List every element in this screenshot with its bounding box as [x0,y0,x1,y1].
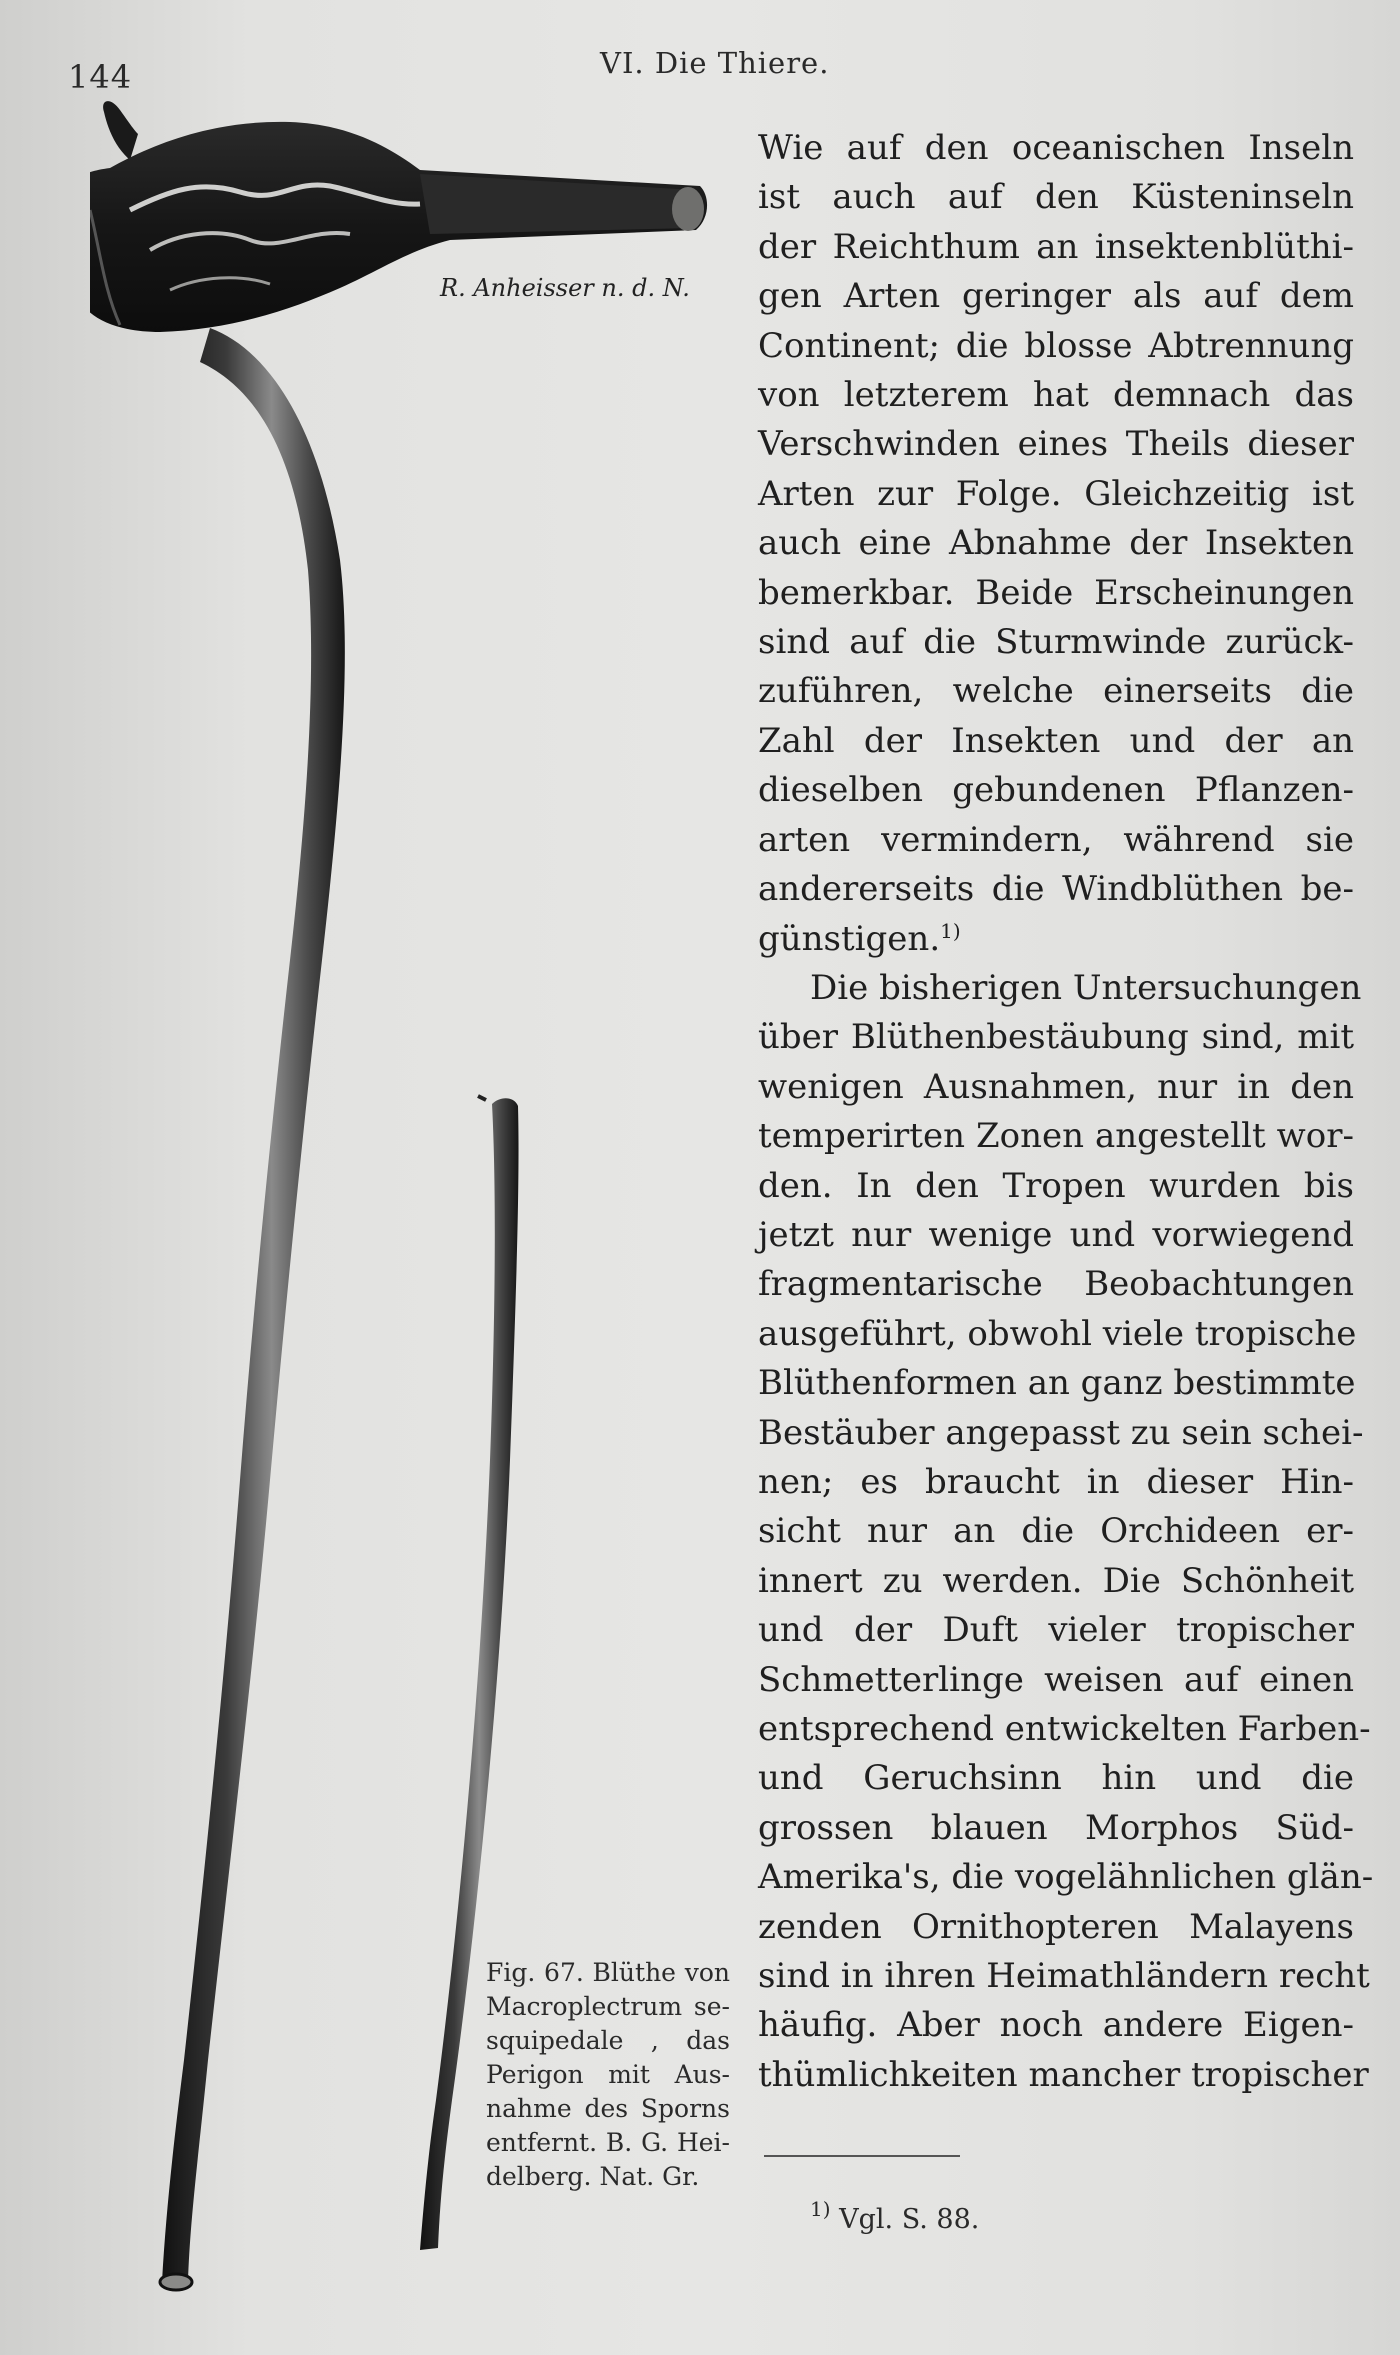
artist-signature: R. Anheisser n. d. N. [440,274,690,302]
running-head: VI. Die Thiere. [600,46,830,80]
text-line: häufig. Aber noch andere Eigen- [758,2005,1354,2046]
text-line: temperirten Zonen angestellt wor- [758,1116,1354,1157]
text-line: nen; es braucht in dieser Hin- [758,1461,1354,1502]
text-line: der Reichthum an insektenblüthi- [758,226,1354,267]
text-line: ausgeführt, obwohl viele tropische [758,1313,1357,1354]
text-line: fragmentarische Beobachtungen [758,1264,1354,1305]
text-line: den. In den Tropen wurden bis [758,1165,1354,1206]
spur-main [162,328,345,2282]
text-line: Zahl der Insekten und der an [758,720,1354,761]
footnote-rule [764,2155,960,2157]
text-line: Continent; die blosse Abtrennung [758,325,1354,366]
text-line-content: günstigen. [758,918,941,959]
caption-line: entfernt. B. G. Hei- [486,2128,730,2157]
text-line: andererseits die Windblüthen be- [758,869,1354,910]
footnote-text: Vgl. S. 88. [839,2204,980,2235]
text-line: auch eine Abnahme der Insekten [758,523,1354,564]
caption-line: Perigon mit Aus- [486,2060,730,2089]
text-line: von letzterem hat demnach das [758,375,1354,416]
text-line: gen Arten geringer als auf dem [758,276,1354,317]
text-line: sicht nur an die Orchideen er- [758,1511,1354,1552]
text-line: und Geruchsinn hin und die [758,1758,1354,1799]
text-line: sind in ihren Heimathländern recht [758,1956,1370,1997]
footnote-reference: 1) [940,918,961,943]
text-line: jetzt nur wenige und vorwiegend [758,1214,1354,1255]
text-line: zenden Ornithopteren Malayens [758,1906,1354,1947]
caption-line: Macroplectrum se- [486,1992,730,2021]
text-line: Schmetterlinge weisen auf einen [758,1659,1354,1700]
caption-line: squipedale , das [486,2026,730,2055]
caption-line: Fig. 67. Blüthe von [486,1958,730,1987]
text-line: zuführen, welche einerseits die [758,671,1354,712]
text-line: und der Duft vieler tropischer [758,1610,1354,1651]
text-line: arten vermindern, während sie [758,819,1354,860]
text-line: wenigen Ausnahmen, nur in den [758,1066,1354,1107]
text-line: bemerkbar. Beide Erscheinungen [758,572,1354,613]
text-line: Arten zur Folge. Gleichzeitig ist [758,473,1354,514]
text-line: entsprechend entwickelten Farben- [758,1709,1371,1749]
text-line: Blüthenformen an ganz bestimmte [758,1363,1356,1404]
text-line: Amerika's, die vogelähnlichen glän- [758,1857,1374,1898]
text-line: ist auch auf den Küsteninseln [758,177,1354,218]
text-line: Verschwinden eines Theils dieser [758,424,1354,465]
text-line: grossen blauen Morphos Süd- [758,1807,1354,1848]
text-line: sind auf die Sturmwinde zurück- [758,622,1354,663]
caption-line: delberg. Nat. Gr. [486,2162,700,2191]
text-line: Wie auf den oceanischen Inseln [758,128,1354,168]
caption-line: nahme des Sporns [486,2094,730,2123]
text-line: Bestäuber angepasst zu sein schei- [758,1412,1364,1453]
page-number: 144 [68,58,133,96]
text-line: über Blüthenbestäubung sind, mit [758,1017,1354,1058]
figure-caption [486,1956,730,2194]
footnote [810,2197,980,2235]
text-line [758,915,1354,964]
body-text [758,124,1374,2100]
footnote-marker: 1) [810,2197,831,2221]
text-line: innert zu werden. Die Schönheit [758,1560,1354,1601]
text-line: dieselben gebundenen Pflanzen- [758,770,1354,811]
text-line: Die bisherigen Untersuchungen [810,967,1362,1008]
text-line: thümlichkeiten mancher tropischer [758,2054,1369,2095]
